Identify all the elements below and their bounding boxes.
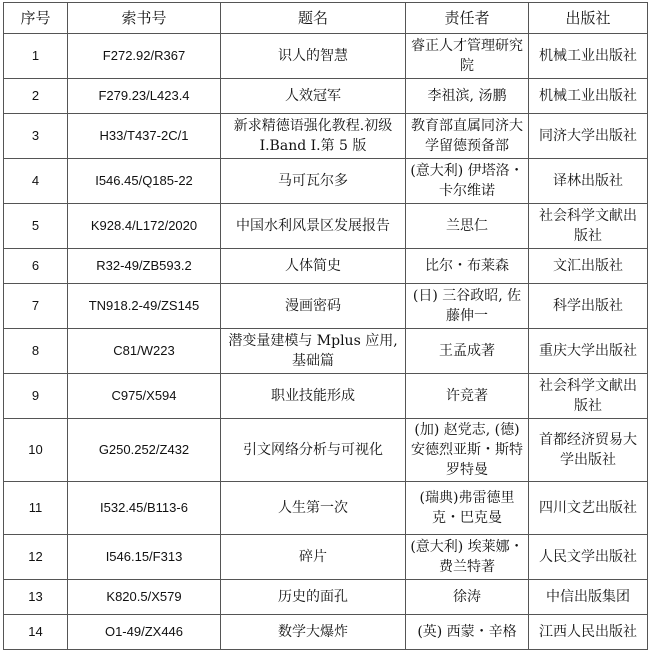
row-number: 7 xyxy=(4,284,68,329)
row-call-number: F279.23/L423.4 xyxy=(68,79,221,114)
row-publisher: 译林出版社 xyxy=(529,159,648,204)
row-publisher: 机械工业出版社 xyxy=(529,79,648,114)
row-author: (意大利) 埃莱娜・费兰特著 xyxy=(406,535,529,580)
table-row xyxy=(4,374,648,419)
row-number: 10 xyxy=(4,419,68,482)
row-title: 人效冠军 xyxy=(221,79,406,114)
row-call-number: I546.45/Q185-22 xyxy=(68,159,221,204)
table-row xyxy=(4,114,648,159)
row-number: 11 xyxy=(4,482,68,535)
row-author: 许竞著 xyxy=(406,374,529,419)
row-number: 6 xyxy=(4,249,68,284)
row-publisher: 四川文艺出版社 xyxy=(529,482,648,535)
table-row xyxy=(4,79,648,114)
row-number: 13 xyxy=(4,580,68,615)
row-number: 12 xyxy=(4,535,68,580)
row-call-number: I532.45/B113-6 xyxy=(68,482,221,535)
row-publisher: 人民文学出版社 xyxy=(529,535,648,580)
header-title: 题名 xyxy=(221,3,406,34)
table-row xyxy=(4,419,648,482)
row-author: 王孟成著 xyxy=(406,329,529,374)
row-author: 徐涛 xyxy=(406,580,529,615)
row-publisher: 科学出版社 xyxy=(529,284,648,329)
row-title: 人生第一次 xyxy=(221,482,406,535)
row-author: (加) 赵党志, (德) 安德烈亚斯・斯特罗特曼 xyxy=(406,419,529,482)
row-call-number: K820.5/X579 xyxy=(68,580,221,615)
row-author: (瑞典)弗雷德里克・巴克曼 xyxy=(406,482,529,535)
table-row xyxy=(4,284,648,329)
row-call-number: O1-49/ZX446 xyxy=(68,615,221,650)
row-number: 8 xyxy=(4,329,68,374)
table-row xyxy=(4,482,648,535)
row-number: 4 xyxy=(4,159,68,204)
row-title: 漫画密码 xyxy=(221,284,406,329)
table-row xyxy=(4,34,648,79)
row-title: 引文网络分析与可视化 xyxy=(221,419,406,482)
row-call-number: F272.92/R367 xyxy=(68,34,221,79)
table-row xyxy=(4,329,648,374)
table-row xyxy=(4,204,648,249)
row-title: 职业技能形成 xyxy=(221,374,406,419)
header-author: 责任者 xyxy=(406,3,529,34)
row-author: 教育部直属同济大学留德预备部 xyxy=(406,114,529,159)
row-title: 历史的面孔 xyxy=(221,580,406,615)
row-call-number: I546.15/F313 xyxy=(68,535,221,580)
row-author: (日) 三谷政昭, 佐藤伸一 xyxy=(406,284,529,329)
table-row xyxy=(4,615,648,650)
row-title: 新求精德语强化教程.初级 I.Band I.第 5 版 xyxy=(221,114,406,159)
table-row xyxy=(4,580,648,615)
row-call-number: R32-49/ZB593.2 xyxy=(68,249,221,284)
row-number: 9 xyxy=(4,374,68,419)
header-call-number: 索书号 xyxy=(68,3,221,34)
row-publisher: 机械工业出版社 xyxy=(529,34,648,79)
row-title: 马可瓦尔多 xyxy=(221,159,406,204)
row-publisher: 江西人民出版社 xyxy=(529,615,648,650)
table-row xyxy=(4,159,648,204)
row-author: 睿正人才管理研究院 xyxy=(406,34,529,79)
header-row xyxy=(4,3,648,34)
row-number: 14 xyxy=(4,615,68,650)
row-number: 5 xyxy=(4,204,68,249)
header-number: 序号 xyxy=(4,3,68,34)
row-title: 数学大爆炸 xyxy=(221,615,406,650)
row-author: 兰思仁 xyxy=(406,204,529,249)
row-title: 碎片 xyxy=(221,535,406,580)
row-author: (意大利) 伊塔洛・卡尔维诺 xyxy=(406,159,529,204)
row-author: 李祖滨, 汤鹏 xyxy=(406,79,529,114)
row-author: (英) 西蒙・辛格 xyxy=(406,615,529,650)
row-title: 人体简史 xyxy=(221,249,406,284)
row-title: 识人的智慧 xyxy=(221,34,406,79)
row-call-number: C81/W223 xyxy=(68,329,221,374)
row-publisher: 重庆大学出版社 xyxy=(529,329,648,374)
header-publisher: 出版社 xyxy=(529,3,648,34)
row-publisher: 首都经济贸易大学出版社 xyxy=(529,419,648,482)
row-title: 潜变量建模与 Mplus 应用, 基础篇 xyxy=(221,329,406,374)
row-publisher: 社会科学文献出版社 xyxy=(529,204,648,249)
row-call-number: TN918.2-49/ZS145 xyxy=(68,284,221,329)
row-title: 中国水利风景区发展报告 xyxy=(221,204,406,249)
row-call-number: K928.4/L172/2020 xyxy=(68,204,221,249)
row-publisher: 中信出版集团 xyxy=(529,580,648,615)
row-author: 比尔・布莱森 xyxy=(406,249,529,284)
row-publisher: 社会科学文献出版社 xyxy=(529,374,648,419)
table-row xyxy=(4,249,648,284)
row-number: 3 xyxy=(4,114,68,159)
row-number: 2 xyxy=(4,79,68,114)
row-call-number: H33/T437-2C/1 xyxy=(68,114,221,159)
book-list-table xyxy=(3,2,648,650)
row-publisher: 同济大学出版社 xyxy=(529,114,648,159)
row-publisher: 文汇出版社 xyxy=(529,249,648,284)
row-call-number: G250.252/Z432 xyxy=(68,419,221,482)
table-row xyxy=(4,535,648,580)
row-number: 1 xyxy=(4,34,68,79)
row-call-number: C975/X594 xyxy=(68,374,221,419)
